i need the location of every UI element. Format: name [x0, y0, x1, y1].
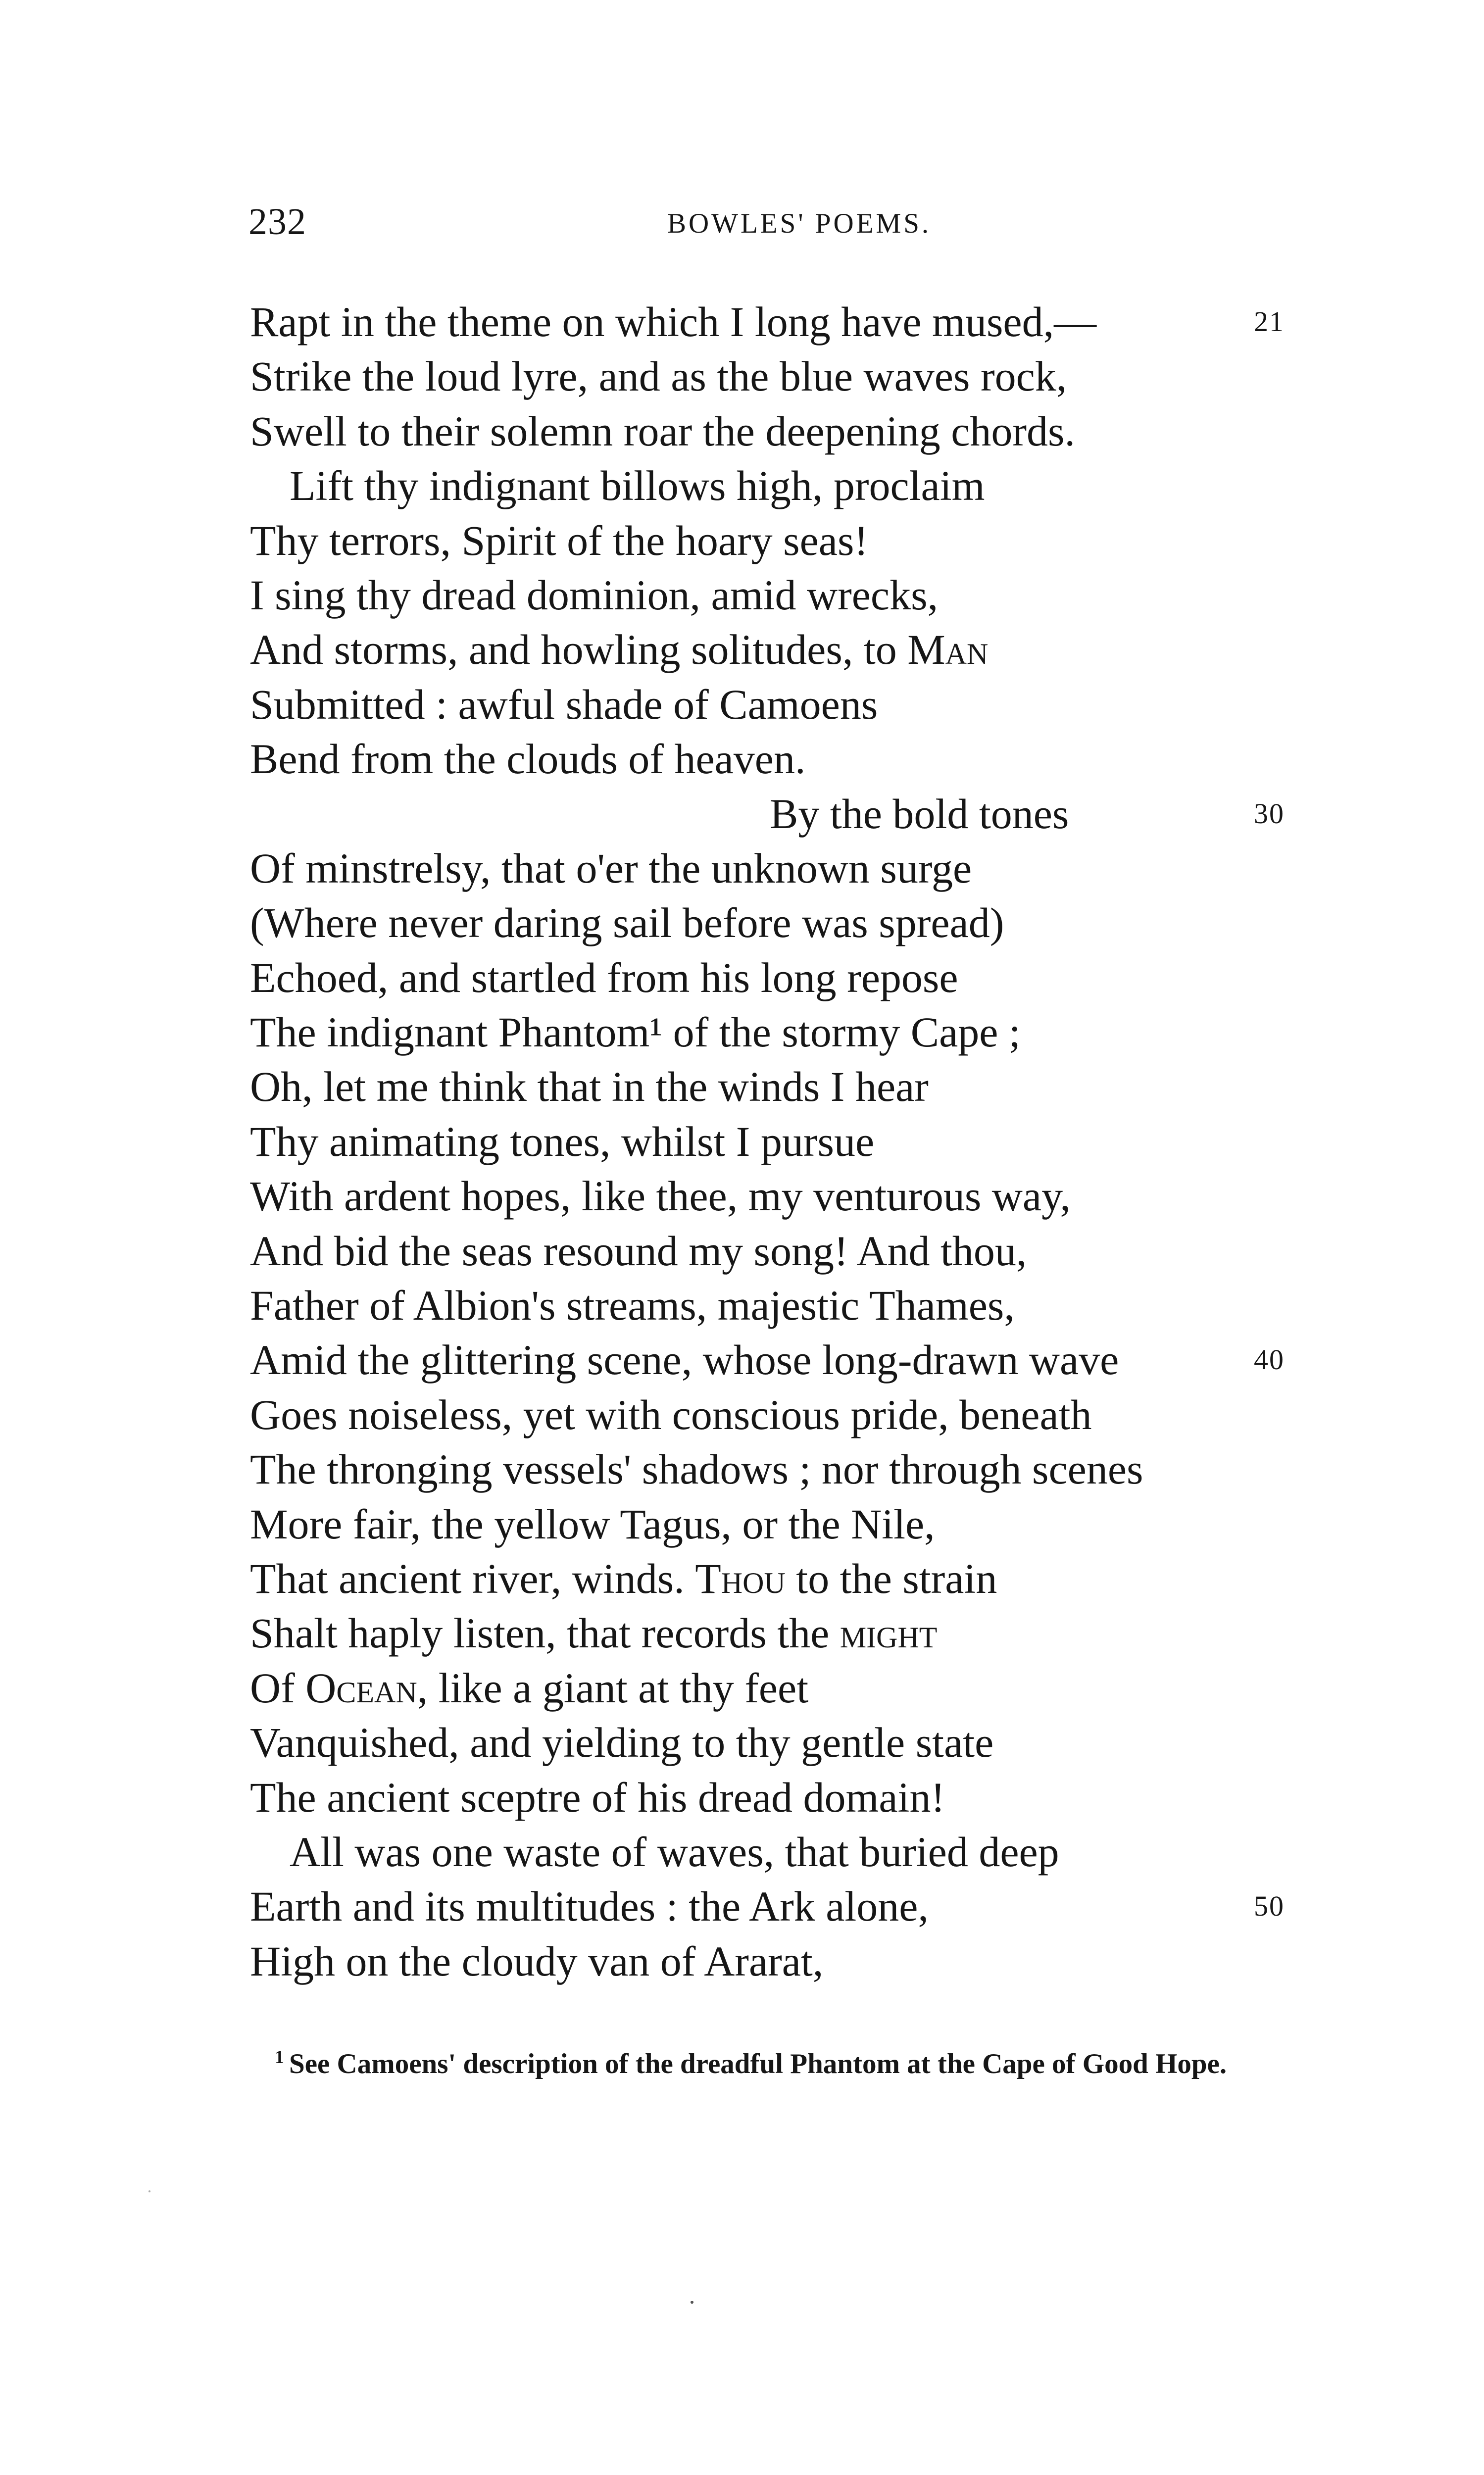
- poem-line-text: [250, 626, 988, 673]
- poem-line: [250, 1770, 1388, 1825]
- footnote: [250, 2039, 1294, 2082]
- poem-line-main: I sing thy dread dominion, amid wrecks,: [250, 571, 939, 619]
- poem-body: [250, 295, 1388, 1988]
- poem-line: [250, 1442, 1388, 1496]
- page-number: 232: [248, 201, 306, 243]
- page-header: [0, 200, 1484, 245]
- poem-line-text: [250, 1445, 1143, 1493]
- poem-line-text: [250, 1336, 1119, 1384]
- poem-line-main: Strike the loud lyre, and as the blue waves rock,: [250, 352, 1067, 400]
- running-head: BOWLES' POEMS.: [667, 208, 932, 239]
- poem-line-main: Shalt haply listen, that records the: [250, 1609, 840, 1657]
- poem-line-text: [250, 844, 972, 892]
- poem-line-main: Amid the glittering scene, whose long-drawn wave: [250, 1336, 1119, 1384]
- poem-line-text: [250, 1063, 929, 1110]
- poem-line-text: [250, 1118, 874, 1165]
- poem-line-main: Echoed, and startled from his long repose: [250, 953, 958, 1001]
- poem-line: [250, 950, 1388, 1005]
- poem-line-main: Bend from the clouds of heaven.: [250, 735, 806, 783]
- poem-line-text: [250, 462, 985, 509]
- poem-line-text: [250, 1500, 935, 1548]
- poem-line-text: [250, 1882, 929, 1930]
- poem-line-main: Earth and its multitudes : the Ark alone,: [250, 1882, 929, 1930]
- poem-line-main: Goes noiseless, yet with conscious pride, beneath: [250, 1390, 1092, 1438]
- poem-line-main: And bid the seas resound my song! And thou,: [250, 1227, 1027, 1275]
- poem-line-text: [250, 954, 958, 1001]
- poem-line-text: [250, 352, 1067, 400]
- poem-line-text: [250, 298, 1096, 346]
- poem-line-main: And storms, and howling solitudes, to: [250, 626, 908, 674]
- poem-line: [250, 622, 1388, 677]
- poem-line-main: Father of Albion's streams, majestic Thames,: [250, 1282, 1015, 1330]
- poem-line: [250, 1169, 1388, 1223]
- poem-line: [250, 513, 1388, 568]
- poem-line-text: [250, 1227, 1027, 1275]
- poem-line-text: [250, 571, 938, 619]
- poem-line: [250, 1934, 1388, 1988]
- poem-line-main: Thy terrors, Spirit of the hoary seas!: [250, 516, 869, 564]
- poem-line-text: [250, 1391, 1092, 1438]
- poem-line-main: Vanquished, and yielding to thy gentle state: [250, 1719, 994, 1767]
- line-number: 21: [1254, 305, 1285, 338]
- poem-line-main: All was one waste of waves, that buried deep: [290, 1828, 1059, 1876]
- poem-line-continuation: to the strain: [785, 1554, 997, 1602]
- poem-line-text: [250, 1719, 993, 1766]
- poem-line-main: (Where never daring sail before was spread): [250, 899, 1004, 947]
- poem-line: [250, 1879, 1388, 1933]
- poem-line-main: Oh, let me think that in the winds I hear: [250, 1063, 929, 1111]
- poem-line: [250, 1333, 1388, 1387]
- poem-line-text: [250, 1555, 997, 1602]
- poem-line: [250, 1278, 1388, 1333]
- poem-line-text: [250, 899, 1004, 946]
- small-caps-word: Ocean: [305, 1664, 417, 1712]
- poem-line-main: Swell to their solemn roar the deepening chords.: [250, 407, 1076, 455]
- poem-line-continuation: , like a giant at thy feet: [417, 1664, 809, 1712]
- poem-line: [250, 1715, 1388, 1770]
- poem-line-text: [250, 1172, 1071, 1220]
- poem-line: [250, 787, 1388, 841]
- line-number: 50: [1254, 1890, 1285, 1923]
- poem-line: [250, 1224, 1388, 1278]
- poem-line: [250, 1825, 1388, 1879]
- poem-line: [250, 568, 1388, 622]
- poem-line-main: With ardent hopes, like thee, my venturous way,: [250, 1172, 1071, 1220]
- footnote-mark: 1: [275, 2047, 284, 2068]
- poem-line-text: [250, 1609, 937, 1657]
- line-number: 30: [1254, 797, 1285, 830]
- poem-line-text: [250, 1774, 945, 1821]
- poem-line: [250, 404, 1388, 458]
- poem-line: [250, 732, 1388, 786]
- poem-line-main: High on the cloudy van of Ararat,: [250, 1937, 824, 1985]
- poem-line-main: The ancient sceptre of his dread domain!: [250, 1773, 945, 1821]
- line-number: 40: [1254, 1343, 1285, 1376]
- poem-line: [250, 458, 1388, 513]
- footnote-text: See Camoens' description of the dreadful Phantom at the Cape of Good Hope.: [289, 2048, 1227, 2079]
- poem-line: [250, 1059, 1388, 1114]
- poem-line: [250, 677, 1388, 732]
- poem-line: [250, 1661, 1388, 1715]
- poem-line-text: [250, 407, 1075, 455]
- poem-line: [250, 1551, 1388, 1606]
- poem-line-main: Submitted : awful shade of Camoens: [250, 680, 878, 728]
- poem-line-main: Rapt in the theme on which I long have mused,—: [250, 298, 1097, 346]
- small-caps-word: Thou: [695, 1554, 786, 1602]
- poem-line-text: [250, 1664, 808, 1712]
- poem-line: [250, 349, 1388, 403]
- poem-line-main: Lift thy indignant billows high, proclaim: [290, 462, 985, 510]
- poem-line: [250, 1005, 1388, 1059]
- print-speck: [691, 2301, 693, 2304]
- poem-line-text: [250, 1282, 1015, 1329]
- poem-line: [250, 1114, 1388, 1169]
- poem-line: [250, 1497, 1388, 1551]
- poem-line-text: [250, 517, 868, 564]
- poem-line: [250, 895, 1388, 950]
- poem-line: [250, 1387, 1388, 1442]
- poem-line: [250, 1606, 1388, 1660]
- poem-line-main: That ancient river, winds.: [250, 1554, 695, 1602]
- poem-line-main: Of: [250, 1664, 306, 1712]
- poem-line-text: [250, 735, 805, 783]
- small-caps-word: might: [840, 1609, 938, 1657]
- poem-line-main: Thy animating tones, whilst I pursue: [250, 1117, 875, 1165]
- poem-line-text: [250, 790, 1069, 838]
- poem-line-text: [250, 1828, 1059, 1876]
- poem-line-main: Of minstrelsy, that o'er the unknown surge: [250, 844, 972, 892]
- poem-line-text: [250, 1937, 823, 1985]
- print-speck: [148, 2190, 150, 2192]
- poem-line-main: By the bold tones: [770, 790, 1069, 838]
- poem-line-main: The indignant Phantom¹ of the stormy Cape ;: [250, 1008, 1021, 1056]
- poem-line-main: More fair, the yellow Tagus, or the Nile,: [250, 1500, 935, 1548]
- poem-line-text: [250, 681, 878, 728]
- poem-line: [250, 295, 1388, 349]
- poem-line: [250, 841, 1388, 895]
- poem-line-main: The thronging vessels' shadows ; nor through scenes: [250, 1445, 1143, 1493]
- poem-line-text: [250, 1008, 1021, 1056]
- small-caps-word: Man: [907, 626, 989, 674]
